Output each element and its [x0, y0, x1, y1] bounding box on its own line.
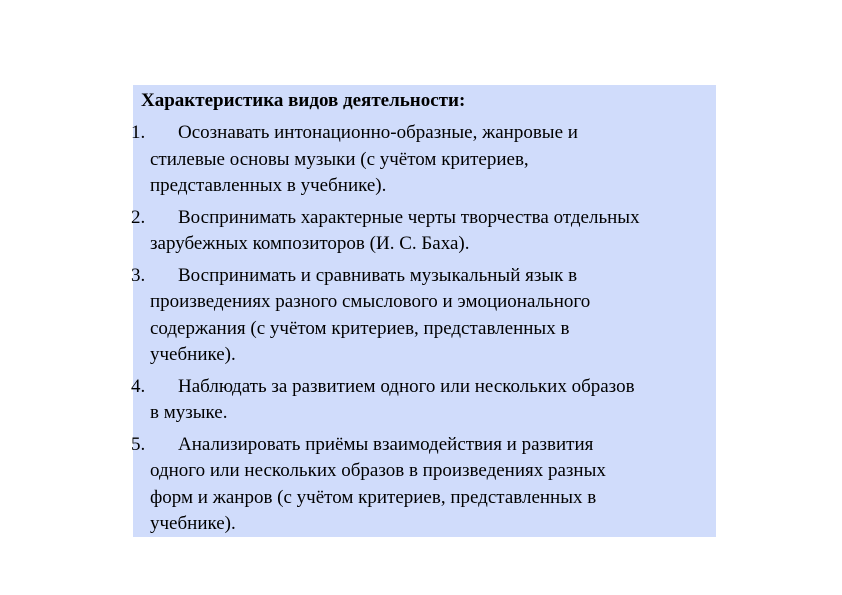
list-item	[133, 120, 716, 200]
activity-list	[133, 120, 716, 543]
list-item-text: Анализировать приёмы взаимодействия и развития одного или нескольких образов в произведениях разных форм и жанров (с учётом критериев, представленных в учебнике).	[150, 433, 606, 534]
list-item	[133, 205, 716, 258]
list-item-text: Осознавать интонационно-образные, жанровые и стилевые основы музыки (с учётом критериев, представленных в учебнике).	[150, 122, 578, 196]
list-item-text: Наблюдать за развитием одного или нескольких образов в музыке.	[150, 375, 635, 423]
list-item-number: 4.	[131, 375, 146, 397]
list-item-text: Воспринимать и сравнивать музыкальный язык в произведениях разного смыслового и эмоционального содержания (с учётом критериев, представленных в учебнике).	[150, 264, 591, 365]
list-item-number: 1.	[131, 122, 146, 143]
list-item	[133, 263, 716, 369]
list-item-number: 2.	[131, 206, 146, 228]
list-item-text: Воспринимать характерные черты творчества отдельных зарубежных композиторов (И. С. Баха).	[150, 206, 640, 254]
list-item-number: 3.	[131, 264, 146, 286]
list-item	[133, 432, 716, 538]
list-item	[133, 374, 716, 427]
section-heading: Характеристика видов деятельности:	[141, 90, 466, 111]
list-item-number: 5.	[131, 433, 146, 455]
